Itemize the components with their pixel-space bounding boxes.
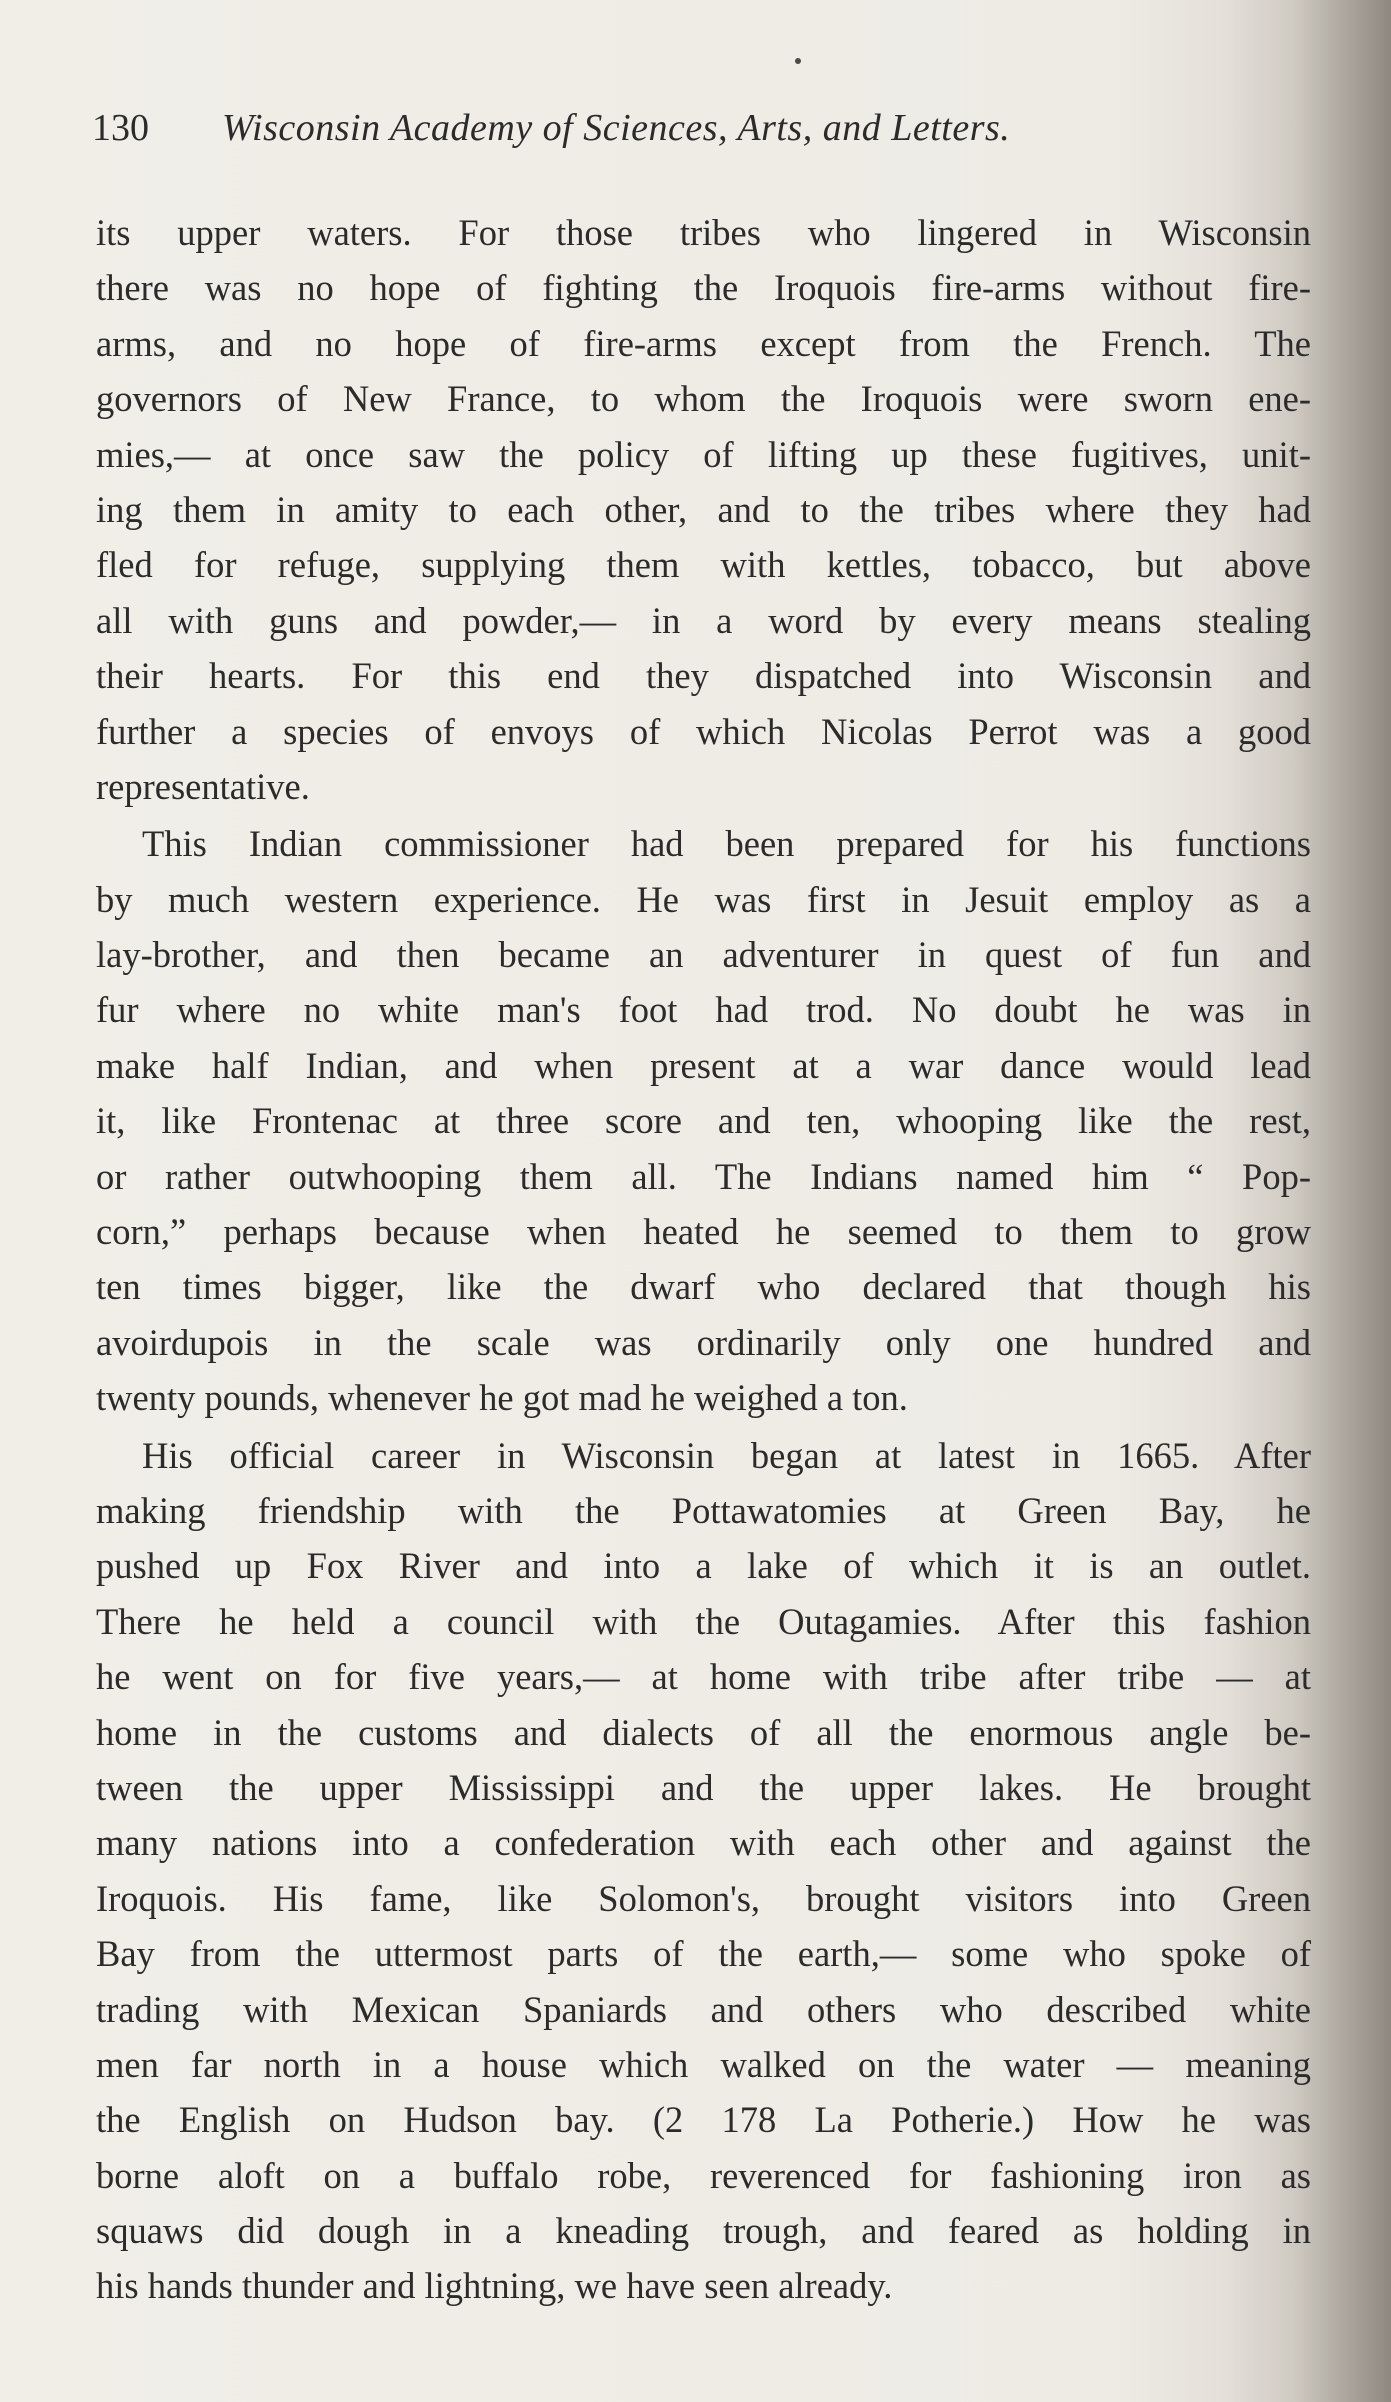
text-line: Bay from the uttermost parts of the earth,— some who spoke of bbox=[96, 1933, 1311, 1975]
text-line: twenty pounds, whenever he got mad he weighed a ton. bbox=[96, 1377, 908, 1419]
text-line: many nations into a confederation with each other and against the bbox=[96, 1822, 1311, 1864]
text-line: their hearts. For this end they dispatched into Wisconsin and bbox=[96, 655, 1311, 697]
text-line: he went on for five years,— at home with tribe after tribe — at bbox=[96, 1656, 1311, 1698]
text-line: further a species of envoys of which Nicolas Perrot was a good bbox=[96, 710, 1311, 752]
text-line: There he held a council with the Outagamies. After this fashion bbox=[96, 1600, 1311, 1642]
text-line: representative. bbox=[96, 765, 310, 807]
text-line: borne aloft on a buffalo robe, reverenced for fashioning iron as bbox=[96, 2154, 1311, 2196]
text-line: arms, and no hope of fire-arms except from the French. The bbox=[96, 322, 1311, 364]
text-line: it, like Frontenac at three score and ten, whooping like the rest, bbox=[96, 1100, 1311, 1142]
page-number: 130 bbox=[92, 107, 149, 149]
text-line: squaws did dough in a kneading trough, and feared as holding in bbox=[96, 2210, 1311, 2252]
paragraph-2 bbox=[96, 816, 1311, 1425]
text-line: corn,” perhaps because when heated he seemed to them to grow bbox=[96, 1211, 1311, 1253]
text-line: all with guns and powder,— in a word by every means stealing bbox=[96, 599, 1311, 641]
body-text bbox=[96, 205, 1311, 2314]
text-line: by much western experience. He was first in Jesuit employ as a bbox=[96, 878, 1311, 920]
text-line: there was no hope of fighting the Iroquois fire-arms without fire- bbox=[96, 267, 1311, 309]
text-line: ing them in amity to each other, and to the tribes where they had bbox=[96, 488, 1311, 530]
text-line: lay-brother, and then became an adventurer in quest of fun and bbox=[96, 934, 1311, 976]
text-line: avoirdupois in the scale was ordinarily only one hundred and bbox=[96, 1321, 1311, 1363]
text-line: fled for refuge, supplying them with kettles, tobacco, but above bbox=[96, 544, 1311, 586]
text-line: trading with Mexican Spaniards and others who described white bbox=[96, 1988, 1311, 2030]
text-line: mies,— at once saw the policy of lifting up these fugitives, unit- bbox=[96, 433, 1311, 475]
paragraph-1 bbox=[96, 205, 1311, 814]
page-header bbox=[92, 106, 1242, 166]
text-line: or rather outwhooping them all. The Indians named him “ Pop- bbox=[96, 1155, 1311, 1197]
text-line: His official career in Wisconsin began at latest in 1665. After bbox=[142, 1434, 1311, 1476]
text-line: fur where no white man's foot had trod. No doubt he was in bbox=[96, 989, 1311, 1031]
text-line: ten times bigger, like the dwarf who declared that though his bbox=[96, 1266, 1311, 1308]
text-line: governors of New France, to whom the Iroquois were sworn ene- bbox=[96, 378, 1311, 420]
running-head: Wisconsin Academy of Sciences, Arts, and Letters. bbox=[222, 107, 1011, 149]
text-line: the English on Hudson bay. (2 178 La Potherie.) How he was bbox=[96, 2099, 1311, 2141]
text-line: home in the customs and dialects of all the enormous angle be- bbox=[96, 1711, 1311, 1753]
paragraph-3 bbox=[96, 1428, 1311, 2314]
text-line: his hands thunder and lightning, we have seen already. bbox=[96, 2265, 893, 2307]
text-line: make half Indian, and when present at a war dance would lead bbox=[96, 1044, 1311, 1086]
text-line: Iroquois. His fame, like Solomon's, brought visitors into Green bbox=[96, 1877, 1311, 1919]
text-line: making friendship with the Pottawatomies at Green Bay, he bbox=[96, 1489, 1311, 1531]
text-line: This Indian commissioner had been prepared for his functions bbox=[142, 823, 1311, 865]
ink-speck bbox=[795, 58, 801, 64]
text-line: its upper waters. For those tribes who lingered in Wisconsin bbox=[96, 212, 1311, 253]
text-line: pushed up Fox River and into a lake of which it is an outlet. bbox=[96, 1545, 1311, 1587]
text-line: tween the upper Mississippi and the upper lakes. He brought bbox=[96, 1766, 1311, 1808]
text-line: men far north in a house which walked on the water — meaning bbox=[96, 2043, 1311, 2085]
